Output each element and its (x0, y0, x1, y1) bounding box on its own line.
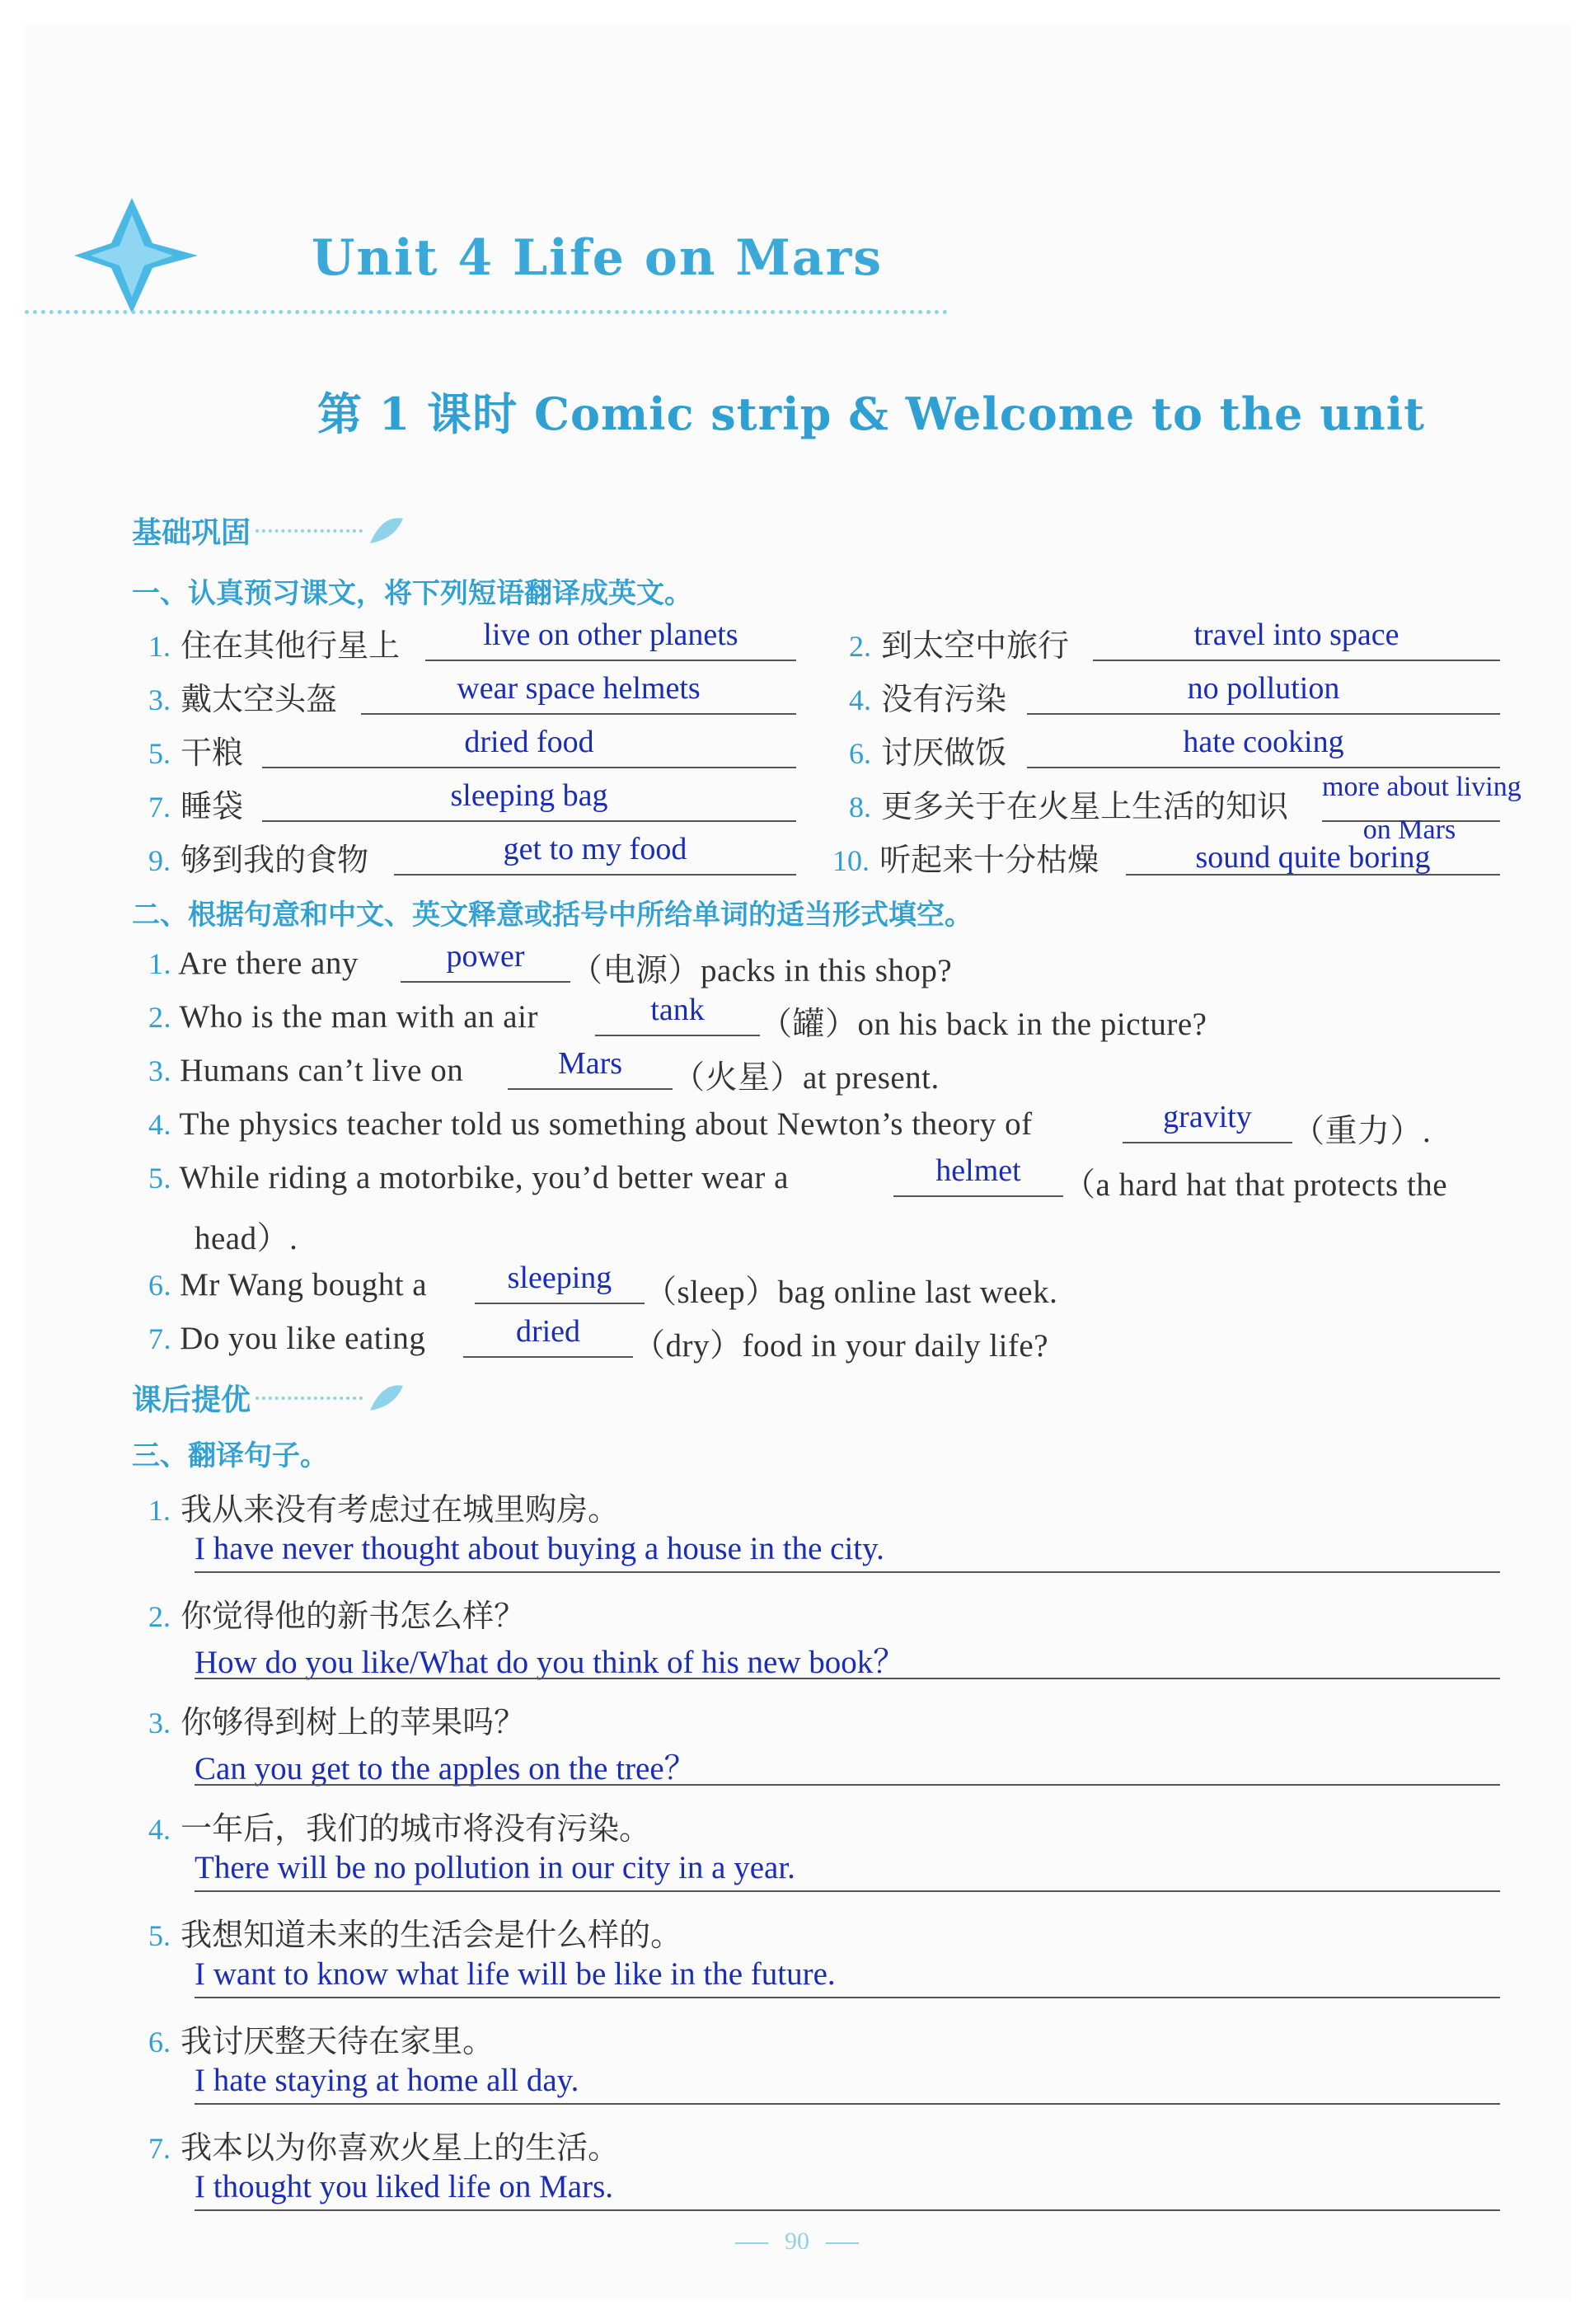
list-item: 2. 到太空中旅行 (849, 627, 1070, 664)
list-item: 8. 更多关于在火星上生活的知识 (849, 788, 1289, 824)
answer: Mars (557, 1046, 623, 1081)
lesson-title: 第 1 课时 Comic strip & Welcome to the unit (317, 387, 1426, 440)
answer: get to my food (503, 832, 687, 866)
list-item: 6. 我讨厌整天待在家里。 (148, 2023, 495, 2059)
part2-title: 二、根据句意和中文、英文释意或括号中所给单词的适当形式填空。 (132, 899, 973, 932)
list-item: 2. Who is the man with an air (148, 999, 538, 1035)
answer: tank (650, 993, 705, 1027)
list-item: 4. The physics teacher told us something about Newton’s theory of (148, 1106, 1033, 1142)
leaf-icon (366, 1382, 407, 1415)
answer: sleeping bag (450, 778, 608, 813)
answer: gravity (1163, 1100, 1252, 1134)
answer: dried (515, 1314, 581, 1349)
list-item: 3. 戴太空头盔 (148, 681, 338, 717)
section-basics-label: 基础巩固 (132, 515, 251, 550)
answer: dried food (464, 725, 594, 759)
list-item: 7. 睡袋 (148, 788, 244, 824)
answer: live on other planets (483, 617, 738, 652)
list-item: 7. 我本以为你喜欢火星上的生活。 (148, 2129, 620, 2166)
list-item: 1. Are there any (148, 946, 359, 981)
star-logo-icon (74, 198, 198, 313)
list-item: 5. While riding a motorbike, you’d better wear a (148, 1160, 789, 1195)
answer: on Mars (1362, 815, 1456, 845)
answer: How do you like/What do you think of his new book？ (195, 1645, 906, 1680)
list-item: 4. 没有污染 (849, 681, 1007, 717)
list-item: 6. 讨厌做饭 (849, 735, 1007, 771)
answer: hate cooking (1183, 725, 1344, 759)
list-item: 5. 我想知道未来的生活会是什么样的。 (148, 1917, 682, 1953)
answer: no pollution (1187, 671, 1340, 706)
part1-title: 一、认真预习课文，将下列短语翻译成英文。 (132, 577, 692, 610)
answer: I want to know what life will be like in the future. (195, 1956, 836, 1992)
list-item: 9. 够到我的食物 (148, 842, 369, 878)
list-item: 3. 你够得到树上的苹果吗？ (148, 1704, 526, 1740)
list-item: 5. 干粮 (148, 735, 244, 771)
list-item: 1. 我从来没有考虑过在城里购房。 (148, 1491, 620, 1528)
list-item: 1. 住在其他行星上 (148, 627, 401, 664)
answer: travel into space (1193, 617, 1399, 652)
part3-title: 三、翻译句子。 (132, 1439, 328, 1472)
answer: I thought you liked life on Mars. (195, 2169, 614, 2204)
answer: There will be no pollution in our city in a year. (195, 1850, 795, 1885)
unit-title: Unit 4 Life on Mars (312, 229, 884, 287)
section-basics (132, 509, 407, 552)
answer: wear space helmets (457, 671, 701, 706)
answer: sound quite boring (1195, 840, 1431, 875)
list-item: 3. Humans can’t live on (148, 1053, 464, 1088)
list-item: 6. Mr Wang bought a (148, 1267, 428, 1303)
page-number: 90 (0, 2228, 1594, 2256)
answer: power (446, 939, 525, 974)
leaf-icon (366, 514, 407, 547)
header-divider (25, 310, 948, 314)
section-improve (132, 1377, 407, 1419)
answer: Can you get to the apples on the tree？ (195, 1751, 696, 1786)
list-item: 2. 你觉得他的新书怎么样？ (148, 1598, 526, 1634)
list-item: 10. 听起来十分枯燥 (832, 842, 1099, 878)
answer: more about living (1322, 772, 1521, 802)
section-improve-label: 课后提优 (132, 1383, 251, 1417)
answer: I have never thought about buying a house in the city. (195, 1531, 884, 1566)
answer: sleeping (507, 1261, 612, 1295)
list-item: 4. 一年后，我们的城市将没有污染。 (148, 1810, 651, 1847)
answer: helmet (935, 1153, 1021, 1188)
list-item: 7. Do you like eating (148, 1321, 426, 1356)
answer: I hate staying at home all day. (195, 2063, 579, 2098)
